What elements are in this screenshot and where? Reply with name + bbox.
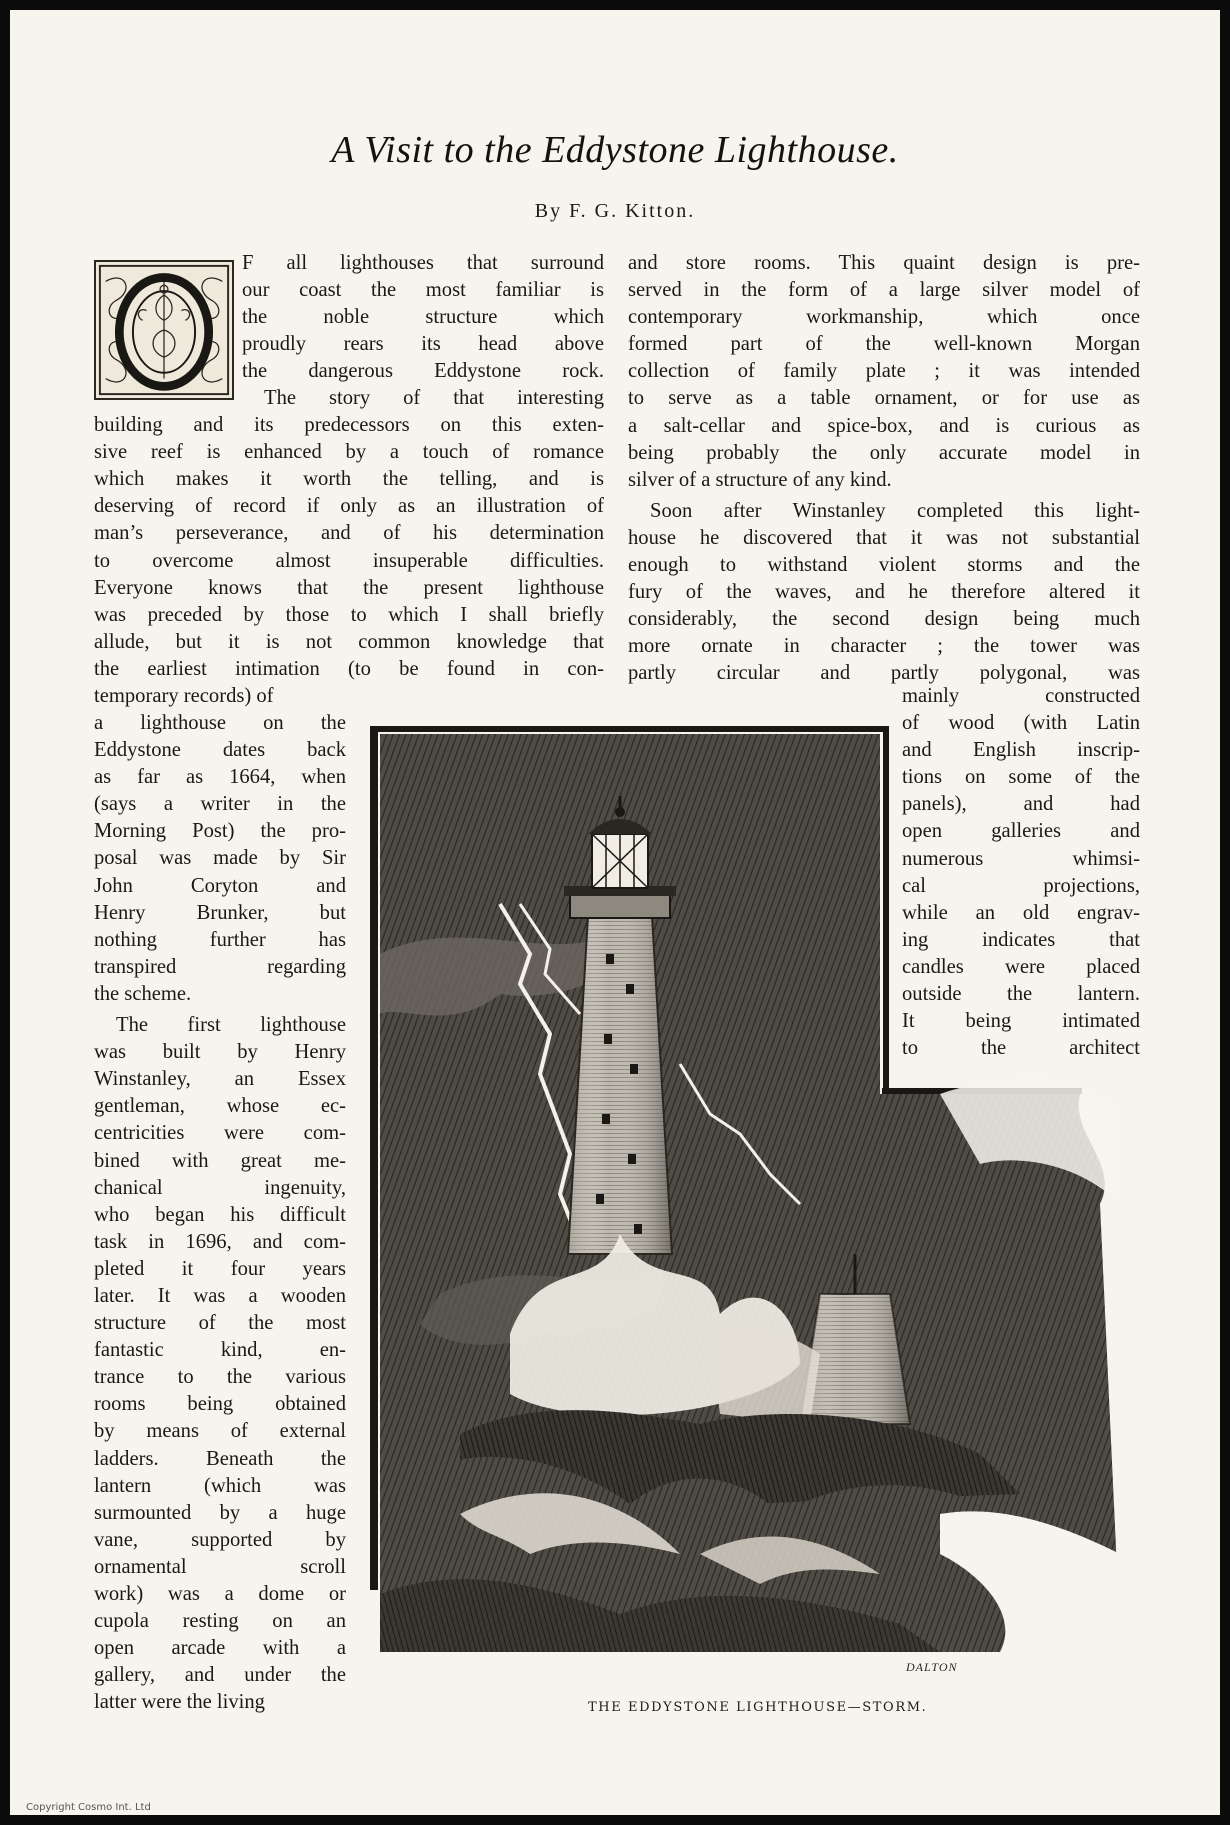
text-line: rooms being obtained — [94, 1393, 346, 1416]
text-line: The first lighthouse — [116, 1014, 346, 1037]
text-line: panels), and had — [902, 793, 1140, 816]
text-line: outside the lantern. — [902, 983, 1140, 1006]
text-line: structure of the most — [94, 1312, 346, 1335]
text-line: to the architect — [902, 1037, 1140, 1060]
text-line: temporary records) of — [94, 685, 274, 708]
text-line: centricities were com- — [94, 1122, 346, 1145]
text-line: Winstanley, an Essex — [94, 1068, 346, 1091]
text-line: the earliest intimation (to be found in con- — [94, 657, 604, 680]
text-line: to serve as a table ornament, or for use as — [628, 387, 1140, 410]
text-line: nothing further has — [94, 928, 346, 951]
text-line: and store rooms. This quaint design is pre- — [628, 252, 1140, 274]
text-line: building and its predecessors on this exten- — [94, 414, 604, 437]
text-line: was built by Henry — [94, 1041, 346, 1064]
text-line: man’s perseverance, and of his determination — [94, 522, 604, 545]
text-line: a salt-cellar and spice-box, and is curious as — [628, 414, 1140, 437]
text-line: It being intimated — [902, 1010, 1140, 1033]
text-line: being probably the only accurate model in — [628, 441, 1140, 464]
text-line: fantastic kind, en- — [94, 1339, 346, 1362]
text-line: formed part of the well-known Morgan — [628, 333, 1140, 356]
text-line: of wood (with Latin — [902, 712, 1140, 735]
text-line: enough to withstand violent storms and the — [628, 554, 1140, 577]
drop-cap-ornament-icon — [96, 262, 232, 398]
text-line: vane, supported by — [94, 1528, 346, 1551]
text-line: tions on some of the — [902, 766, 1140, 789]
text-line: gentleman, whose ec- — [94, 1095, 346, 1118]
text-line: and English inscrip- — [902, 739, 1140, 762]
text-line: contemporary workmanship, which once — [628, 306, 1140, 329]
text-line: the scheme. — [94, 982, 192, 1005]
text-line: considerably, the second design being much — [628, 608, 1140, 631]
text-line: as far as 1664, when — [94, 766, 346, 789]
article-page — [10, 10, 1220, 1815]
article-byline: By F. G. Kitton. — [534, 200, 696, 222]
text-line: cupola resting on an — [94, 1610, 346, 1633]
engraver-signature: DALTON — [906, 1660, 958, 1674]
text-line: cal projections, — [902, 874, 1140, 897]
text-line: by means of external — [94, 1420, 346, 1443]
text-line: deserving of record if only as an illustration of — [94, 495, 604, 518]
text-line: served in the form of a large silver model of — [628, 279, 1140, 302]
text-line: which makes it worth the telling, and is — [94, 468, 604, 491]
text-line: sive reef is enhanced by a touch of romance — [94, 441, 604, 464]
text-line: F all lighthouses that surround — [242, 252, 604, 274]
text-line: trance to the various — [94, 1366, 346, 1389]
text-line: Everyone knows that the present lighthouse — [94, 576, 604, 599]
text-line: task in 1696, and com- — [94, 1230, 346, 1253]
text-line: open arcade with a — [94, 1637, 346, 1660]
text-line: transpired regarding — [94, 955, 346, 978]
text-line: ornamental scroll — [94, 1555, 346, 1578]
text-line: posal was made by Sir — [94, 847, 346, 870]
text-line: surmounted by a huge — [94, 1501, 346, 1524]
text-line: open galleries and — [902, 820, 1140, 843]
lighthouse-storm-illustration-icon — [380, 734, 1120, 1652]
text-line: more ornate in character ; the tower was — [628, 635, 1140, 658]
text-line: mainly constructed — [902, 685, 1140, 707]
text-line: John Coryton and — [94, 874, 346, 897]
text-line: the noble structure which — [242, 306, 604, 329]
text-line: latter were the living — [94, 1691, 265, 1714]
text-line: who began his difficult — [94, 1203, 346, 1226]
text-line: ladders. Beneath the — [94, 1447, 346, 1470]
left-column-body — [94, 385, 604, 710]
right-column-top — [628, 250, 1140, 688]
text-line: Henry Brunker, but — [94, 901, 346, 924]
text-line: gallery, and under the — [94, 1664, 346, 1687]
text-line: was preceded by those to which I shall briefly — [94, 603, 604, 626]
left-column-top — [242, 250, 604, 385]
text-line: pleted it four years — [94, 1257, 346, 1280]
text-line: allude, but it is not common knowledge that — [94, 630, 604, 653]
text-line: fury of the waves, and he therefore altered it — [628, 581, 1140, 604]
copyright-notice: Copyright Cosmo Int. Ltd — [26, 1802, 151, 1813]
text-line: Eddystone dates back — [94, 739, 346, 762]
text-line: Soon after Winstanley completed this light- — [650, 499, 1140, 522]
text-line: a lighthouse on the — [94, 712, 346, 734]
text-line: candles were placed — [902, 955, 1140, 978]
text-line: later. It was a wooden — [94, 1284, 346, 1307]
lighthouse-storm-engraving — [380, 734, 1120, 1652]
text-line: collection of family plate ; it was intended — [628, 360, 1140, 383]
text-line: lantern (which was — [94, 1474, 346, 1497]
text-line: our coast the most familiar is — [242, 279, 604, 302]
illustration-caption: THE EDDYSTONE LIGHTHOUSE—STORM. — [588, 1700, 928, 1715]
text-line: house he discovered that it was not substantial — [628, 526, 1140, 549]
text-line: chanical ingenuity, — [94, 1176, 346, 1199]
text-line: ing indicates that — [902, 928, 1140, 951]
text-line: work) was a dome or — [94, 1583, 346, 1605]
text-line: The story of that interesting — [264, 387, 604, 409]
text-line: the dangerous Eddystone rock. — [242, 360, 604, 383]
article-title: A Visit to the Eddystone Lighthouse. — [331, 129, 899, 171]
text-line: partly circular and partly polygonal, was — [628, 662, 1140, 685]
text-line: silver of a structure of any kind. — [628, 468, 892, 491]
text-line: (says a writer in the — [94, 793, 346, 816]
text-line: proudly rears its head above — [242, 333, 604, 356]
text-line: numerous whimsi- — [902, 847, 1140, 870]
text-line: Morning Post) the pro- — [94, 820, 346, 843]
left-column-narrow — [94, 710, 346, 1716]
text-line: to overcome almost insuperable difficulties. — [94, 549, 604, 572]
ornamental-drop-cap — [94, 260, 234, 400]
text-line: bined with great me- — [94, 1149, 346, 1172]
text-line: while an old engrav- — [902, 901, 1140, 924]
